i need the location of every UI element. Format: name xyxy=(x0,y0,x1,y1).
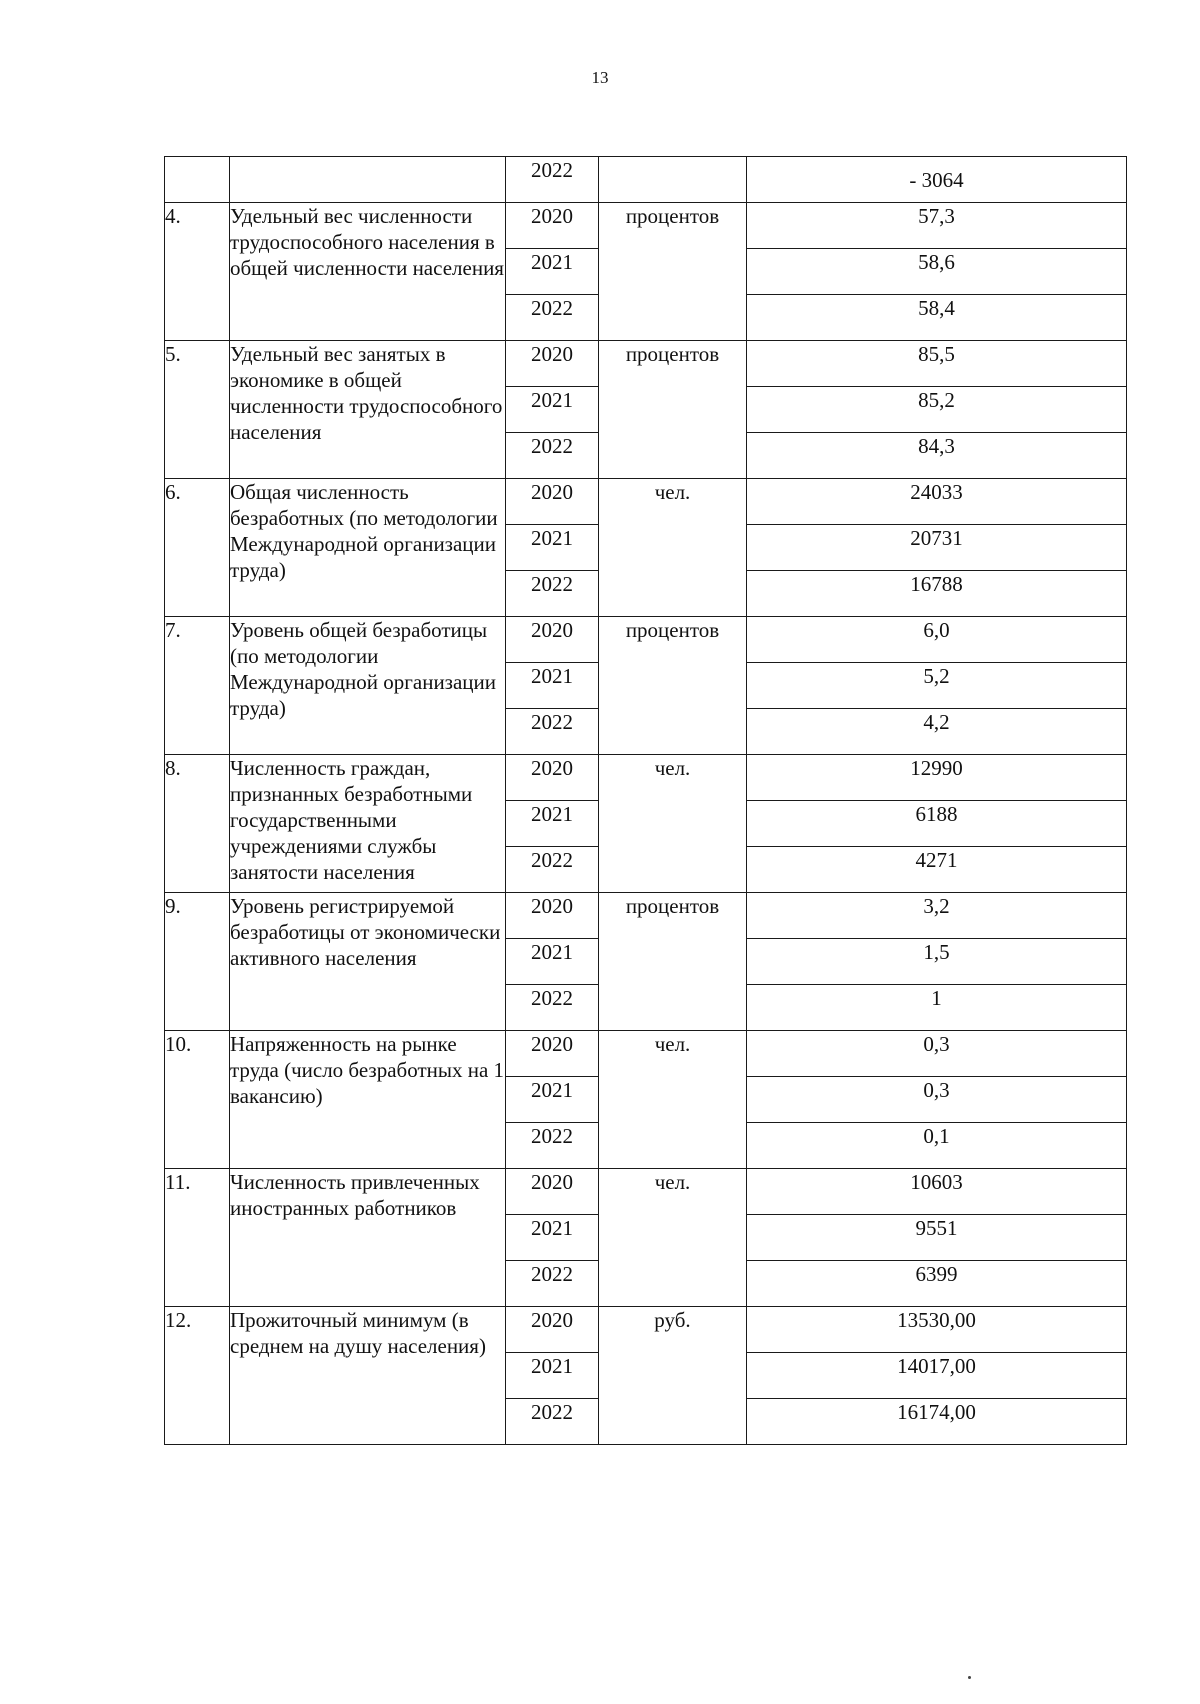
indicator-value: 14017,00 xyxy=(747,1353,1127,1399)
indicator-year: 2021 xyxy=(506,801,599,847)
scan-dot xyxy=(968,1676,971,1679)
indicator-year: 2022 xyxy=(506,1261,599,1307)
indicator-year: 2022 xyxy=(506,571,599,617)
indicator-year: 2020 xyxy=(506,341,599,387)
indicator-value: 85,2 xyxy=(747,387,1127,433)
indicator-year: 2021 xyxy=(506,525,599,571)
indicator-value: 0,3 xyxy=(747,1077,1127,1123)
indicator-number: 11. xyxy=(165,1169,230,1307)
indicator-year: 2022 xyxy=(506,985,599,1031)
indicators-table xyxy=(164,156,1127,1445)
indicator-name: Прожиточный минимум (в среднем на душу населения) xyxy=(230,1307,506,1445)
indicator-year: 2020 xyxy=(506,479,599,525)
indicator-name: Численность привлеченных иностранных работников xyxy=(230,1169,506,1307)
indicator-value: 16788 xyxy=(747,571,1127,617)
indicator-year: 2021 xyxy=(506,1353,599,1399)
indicator-value: 0,1 xyxy=(747,1123,1127,1169)
indicator-value: 20731 xyxy=(747,525,1127,571)
indicator-name: Уровень регистрируемой безработицы от экономически активного населения xyxy=(230,893,506,1031)
indicator-year: 2020 xyxy=(506,203,599,249)
continuation-name-cell xyxy=(230,157,506,203)
indicator-number: 6. xyxy=(165,479,230,617)
indicator-year: 2020 xyxy=(506,755,599,801)
indicator-value: 1,5 xyxy=(747,939,1127,985)
indicator-value: 5,2 xyxy=(747,663,1127,709)
indicator-name: Напряженность на рынке труда (число безработных на 1 вакансию) xyxy=(230,1031,506,1169)
continuation-num-cell xyxy=(165,157,230,203)
indicator-row xyxy=(165,617,1127,663)
indicator-year: 2021 xyxy=(506,939,599,985)
indicator-year: 2021 xyxy=(506,249,599,295)
indicator-value: 10603 xyxy=(747,1169,1127,1215)
indicator-value: 6,0 xyxy=(747,617,1127,663)
indicator-value: 84,3 xyxy=(747,433,1127,479)
indicator-year: 2022 xyxy=(506,709,599,755)
indicator-unit: чел. xyxy=(599,1031,747,1169)
indicator-value: 57,3 xyxy=(747,203,1127,249)
indicator-value: 85,5 xyxy=(747,341,1127,387)
indicator-year: 2022 xyxy=(506,1123,599,1169)
indicator-year: 2020 xyxy=(506,1031,599,1077)
indicator-unit: процентов xyxy=(599,203,747,341)
indicator-year: 2021 xyxy=(506,387,599,433)
continuation-year: 2022 xyxy=(506,157,599,203)
indicator-year: 2022 xyxy=(506,847,599,893)
indicator-year: 2022 xyxy=(506,1399,599,1445)
indicator-number: 4. xyxy=(165,203,230,341)
indicator-unit: руб. xyxy=(599,1307,747,1445)
indicator-row xyxy=(165,203,1127,249)
indicator-number: 12. xyxy=(165,1307,230,1445)
continuation-row xyxy=(165,157,1127,203)
indicator-row xyxy=(165,755,1127,801)
indicator-year: 2020 xyxy=(506,893,599,939)
indicator-row xyxy=(165,1169,1127,1215)
indicator-unit: процентов xyxy=(599,617,747,755)
indicator-unit: процентов xyxy=(599,341,747,479)
indicator-number: 7. xyxy=(165,617,230,755)
indicator-row xyxy=(165,893,1127,939)
indicator-row xyxy=(165,341,1127,387)
indicator-value: 58,6 xyxy=(747,249,1127,295)
indicator-year: 2021 xyxy=(506,1077,599,1123)
indicator-year: 2022 xyxy=(506,295,599,341)
indicator-year: 2021 xyxy=(506,1215,599,1261)
indicator-year: 2020 xyxy=(506,1307,599,1353)
indicator-unit: процентов xyxy=(599,893,747,1031)
indicator-value: 16174,00 xyxy=(747,1399,1127,1445)
indicator-row xyxy=(165,1307,1127,1353)
indicator-value: 4271 xyxy=(747,847,1127,893)
indicator-name: Удельный вес занятых в экономике в общей численности трудоспособного населения xyxy=(230,341,506,479)
indicator-unit: чел. xyxy=(599,1169,747,1307)
indicator-unit: чел. xyxy=(599,755,747,893)
indicator-year: 2020 xyxy=(506,617,599,663)
indicator-number: 5. xyxy=(165,341,230,479)
indicator-value: 24033 xyxy=(747,479,1127,525)
indicator-value: 9551 xyxy=(747,1215,1127,1261)
indicators-table-body xyxy=(165,157,1127,1445)
indicator-year: 2021 xyxy=(506,663,599,709)
continuation-value: - 3064 xyxy=(747,157,1127,203)
indicator-value: 6188 xyxy=(747,801,1127,847)
indicator-row xyxy=(165,1031,1127,1077)
indicator-number: 9. xyxy=(165,893,230,1031)
indicator-value: 4,2 xyxy=(747,709,1127,755)
indicator-value: 0,3 xyxy=(747,1031,1127,1077)
indicator-row xyxy=(165,479,1127,525)
continuation-unit-cell xyxy=(599,157,747,203)
indicator-value: 13530,00 xyxy=(747,1307,1127,1353)
indicator-name: Удельный вес численности трудоспособного населения в общей численности населения xyxy=(230,203,506,341)
page-number: 13 xyxy=(591,68,609,87)
indicator-year: 2022 xyxy=(506,433,599,479)
indicator-unit: чел. xyxy=(599,479,747,617)
indicator-number: 8. xyxy=(165,755,230,893)
indicator-value: 58,4 xyxy=(747,295,1127,341)
indicator-number: 10. xyxy=(165,1031,230,1169)
indicator-name: Уровень общей безработицы (по методологии Международной организации труда) xyxy=(230,617,506,755)
indicator-name: Общая численность безработных (по методологии Международной организации труда) xyxy=(230,479,506,617)
indicator-value: 6399 xyxy=(747,1261,1127,1307)
indicator-value: 3,2 xyxy=(747,893,1127,939)
indicator-year: 2020 xyxy=(506,1169,599,1215)
indicator-value: 1 xyxy=(747,985,1127,1031)
indicator-value: 12990 xyxy=(747,755,1127,801)
indicator-name: Численность граждан, признанных безработными государственными учреждениями службы занятости населения xyxy=(230,755,506,893)
